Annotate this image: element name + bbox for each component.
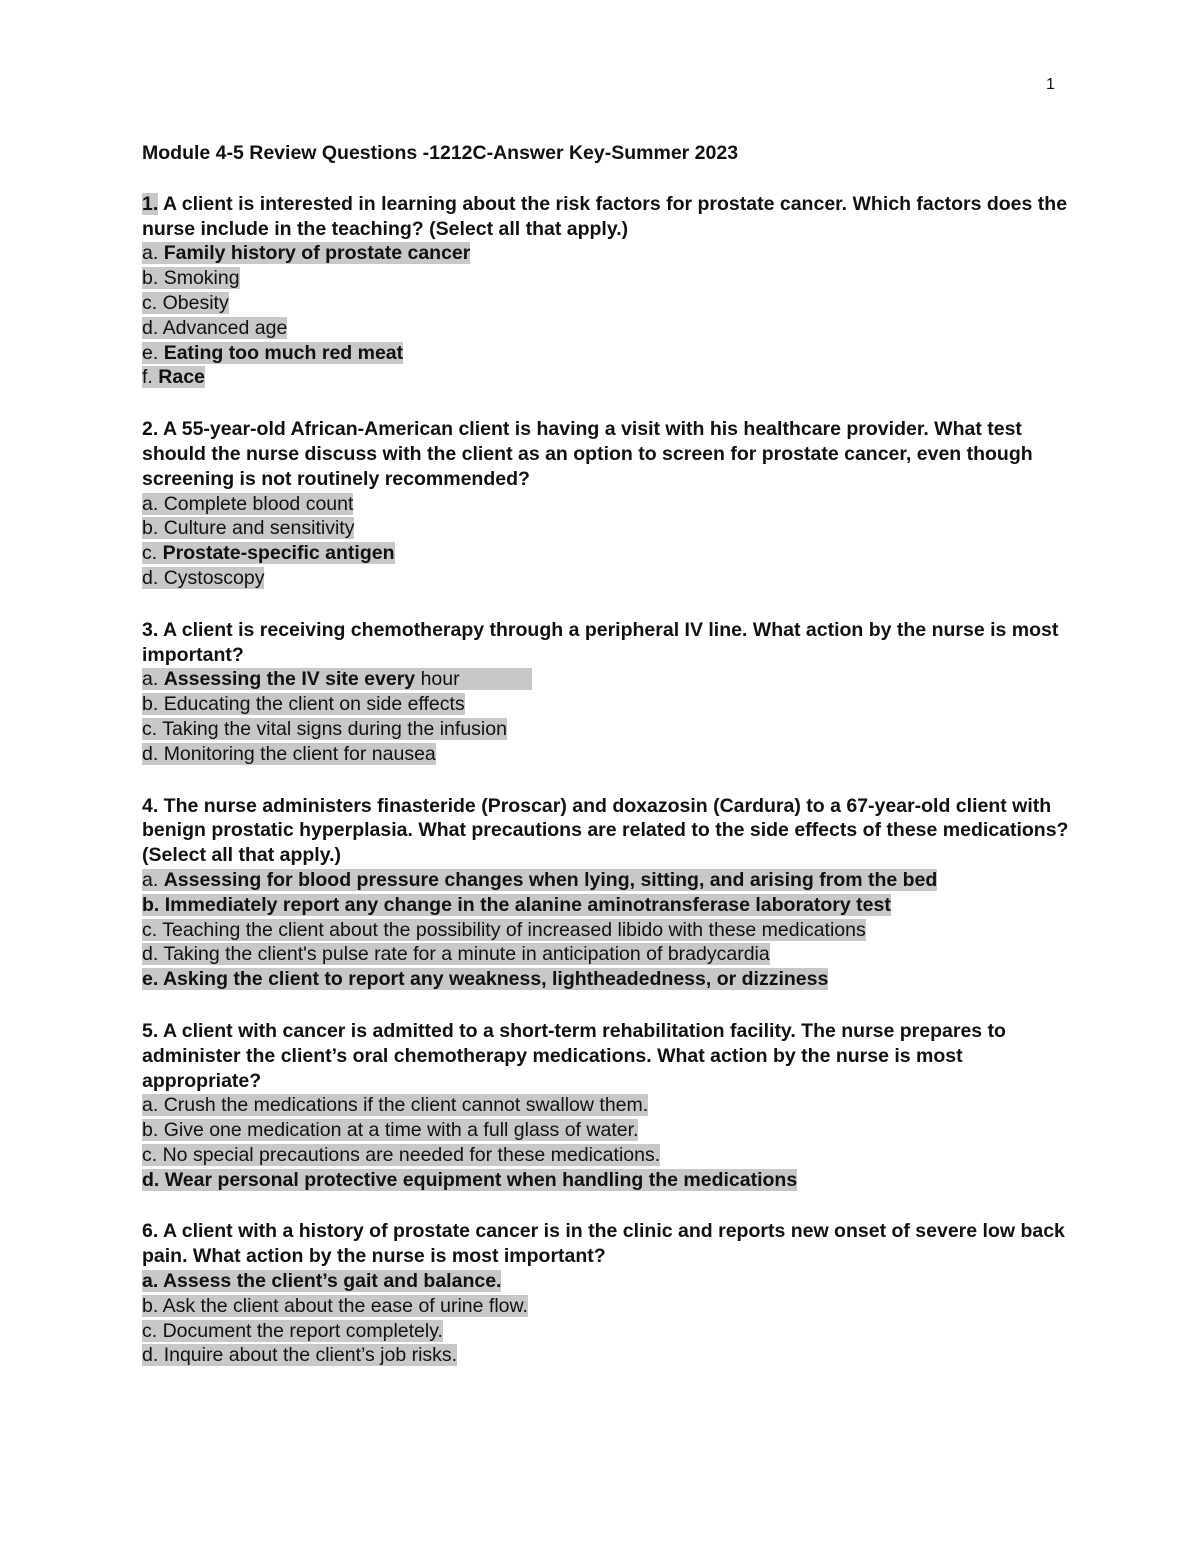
question-number: 3. xyxy=(142,618,159,641)
option-b: b. Culture and sensitivity xyxy=(142,517,355,540)
page-number: 1 xyxy=(1046,76,1055,93)
question-5 xyxy=(142,1019,1072,1193)
option-b: b. Smoking xyxy=(142,267,240,290)
option-a: a. Family history of prostate cancer xyxy=(142,242,471,265)
option-a: a. Assess the client’s gait and balance. xyxy=(142,1270,502,1293)
option-b: b. Ask the client about the ease of urine flow. xyxy=(142,1294,528,1317)
option-b: b. Give one medication at a time with a full glass of water. xyxy=(142,1119,639,1142)
question-stem xyxy=(142,794,1072,868)
option-d: d. Inquire about the client’s job risks. xyxy=(142,1344,458,1367)
question-number: 6. xyxy=(142,1220,159,1243)
document-body xyxy=(142,141,1072,1395)
question-number: 5. xyxy=(142,1019,159,1042)
option-d: d. Taking the client's pulse rate for a minute in anticipation of bradycardia xyxy=(142,943,770,966)
question-text: A 55-year-old African-American client is having a visit with his healthcare provider. What test should the nurse discuss with the client as an option to screen for prostate cancer, even though screening is not routinely recommended? xyxy=(142,418,1033,490)
option-e: e. Eating too much red meat xyxy=(142,341,404,364)
question-3 xyxy=(142,618,1072,767)
option-a: a. Assessing for blood pressure changes when lying, sitting, and arising from the bed xyxy=(142,868,938,891)
question-2 xyxy=(142,417,1072,591)
question-stem xyxy=(142,192,1072,242)
option-c: c. Prostate-specific antigen xyxy=(142,542,395,565)
question-number: 4. xyxy=(142,794,159,817)
question-text: The nurse administers finasteride (Proscar) and doxazosin (Cardura) to a 67-year-old client with benign prostatic hyperplasia. What precautions are related to the side effects of these medications? (Select all that apply.) xyxy=(142,794,1069,867)
option-c: c. Document the report completely. xyxy=(142,1319,443,1342)
question-stem xyxy=(142,417,1072,491)
option-d: d. Wear personal protective equipment when handling the medications xyxy=(142,1168,798,1191)
option-c: c. Obesity xyxy=(142,291,229,314)
option-b: b. Educating the client on side effects xyxy=(142,693,465,716)
question-4 xyxy=(142,794,1072,992)
option-d: d. Advanced age xyxy=(142,316,288,339)
option-a: a. Crush the medications if the client cannot swallow them. xyxy=(142,1094,649,1117)
question-number: 2. xyxy=(142,418,159,441)
option-e: e. Asking the client to report any weakness, lightheadedness, or dizziness xyxy=(142,968,829,991)
question-text: A client with a history of prostate cancer is in the clinic and reports new onset of severe low back pain. What action by the nurse is most important? xyxy=(142,1220,1065,1268)
question-stem xyxy=(142,618,1072,668)
option-c: c. Teaching the client about the possibility of increased libido with these medications xyxy=(142,918,866,941)
option-c: c. Taking the vital signs during the infusion xyxy=(142,717,507,740)
option-a: a. Assessing the IV site every hour xyxy=(142,667,1072,692)
question-stem xyxy=(142,1219,1072,1269)
question-number: 1. xyxy=(142,192,159,215)
option-a: a. Complete blood count xyxy=(142,492,354,515)
question-text: A client with cancer is admitted to a short-term rehabilitation facility. The nurse prepares to administer the client’s oral chemotherapy medications. What action by the nurse is most appropriate? xyxy=(142,1019,1006,1092)
question-text: A client is interested in learning about the risk factors for prostate cancer. Which factors does the nurse include in the teaching? (Select all that apply.) xyxy=(142,192,1068,240)
question-6 xyxy=(142,1219,1072,1368)
option-c: c. No special precautions are needed for these medications. xyxy=(142,1143,661,1166)
option-f: f. Race xyxy=(142,366,205,389)
option-b: b. Immediately report any change in the alanine aminotransferase laboratory test xyxy=(142,893,891,916)
option-d: d. Cystoscopy xyxy=(142,566,265,589)
question-1 xyxy=(142,192,1072,390)
question-stem xyxy=(142,1019,1072,1093)
option-d: d. Monitoring the client for nausea xyxy=(142,742,436,765)
document-title: Module 4-5 Review Questions -1212C-Answer Key-Summer 2023 xyxy=(142,142,739,164)
question-text: A client is receiving chemotherapy through a peripheral IV line. What action by the nurse is most important? xyxy=(142,618,1059,666)
